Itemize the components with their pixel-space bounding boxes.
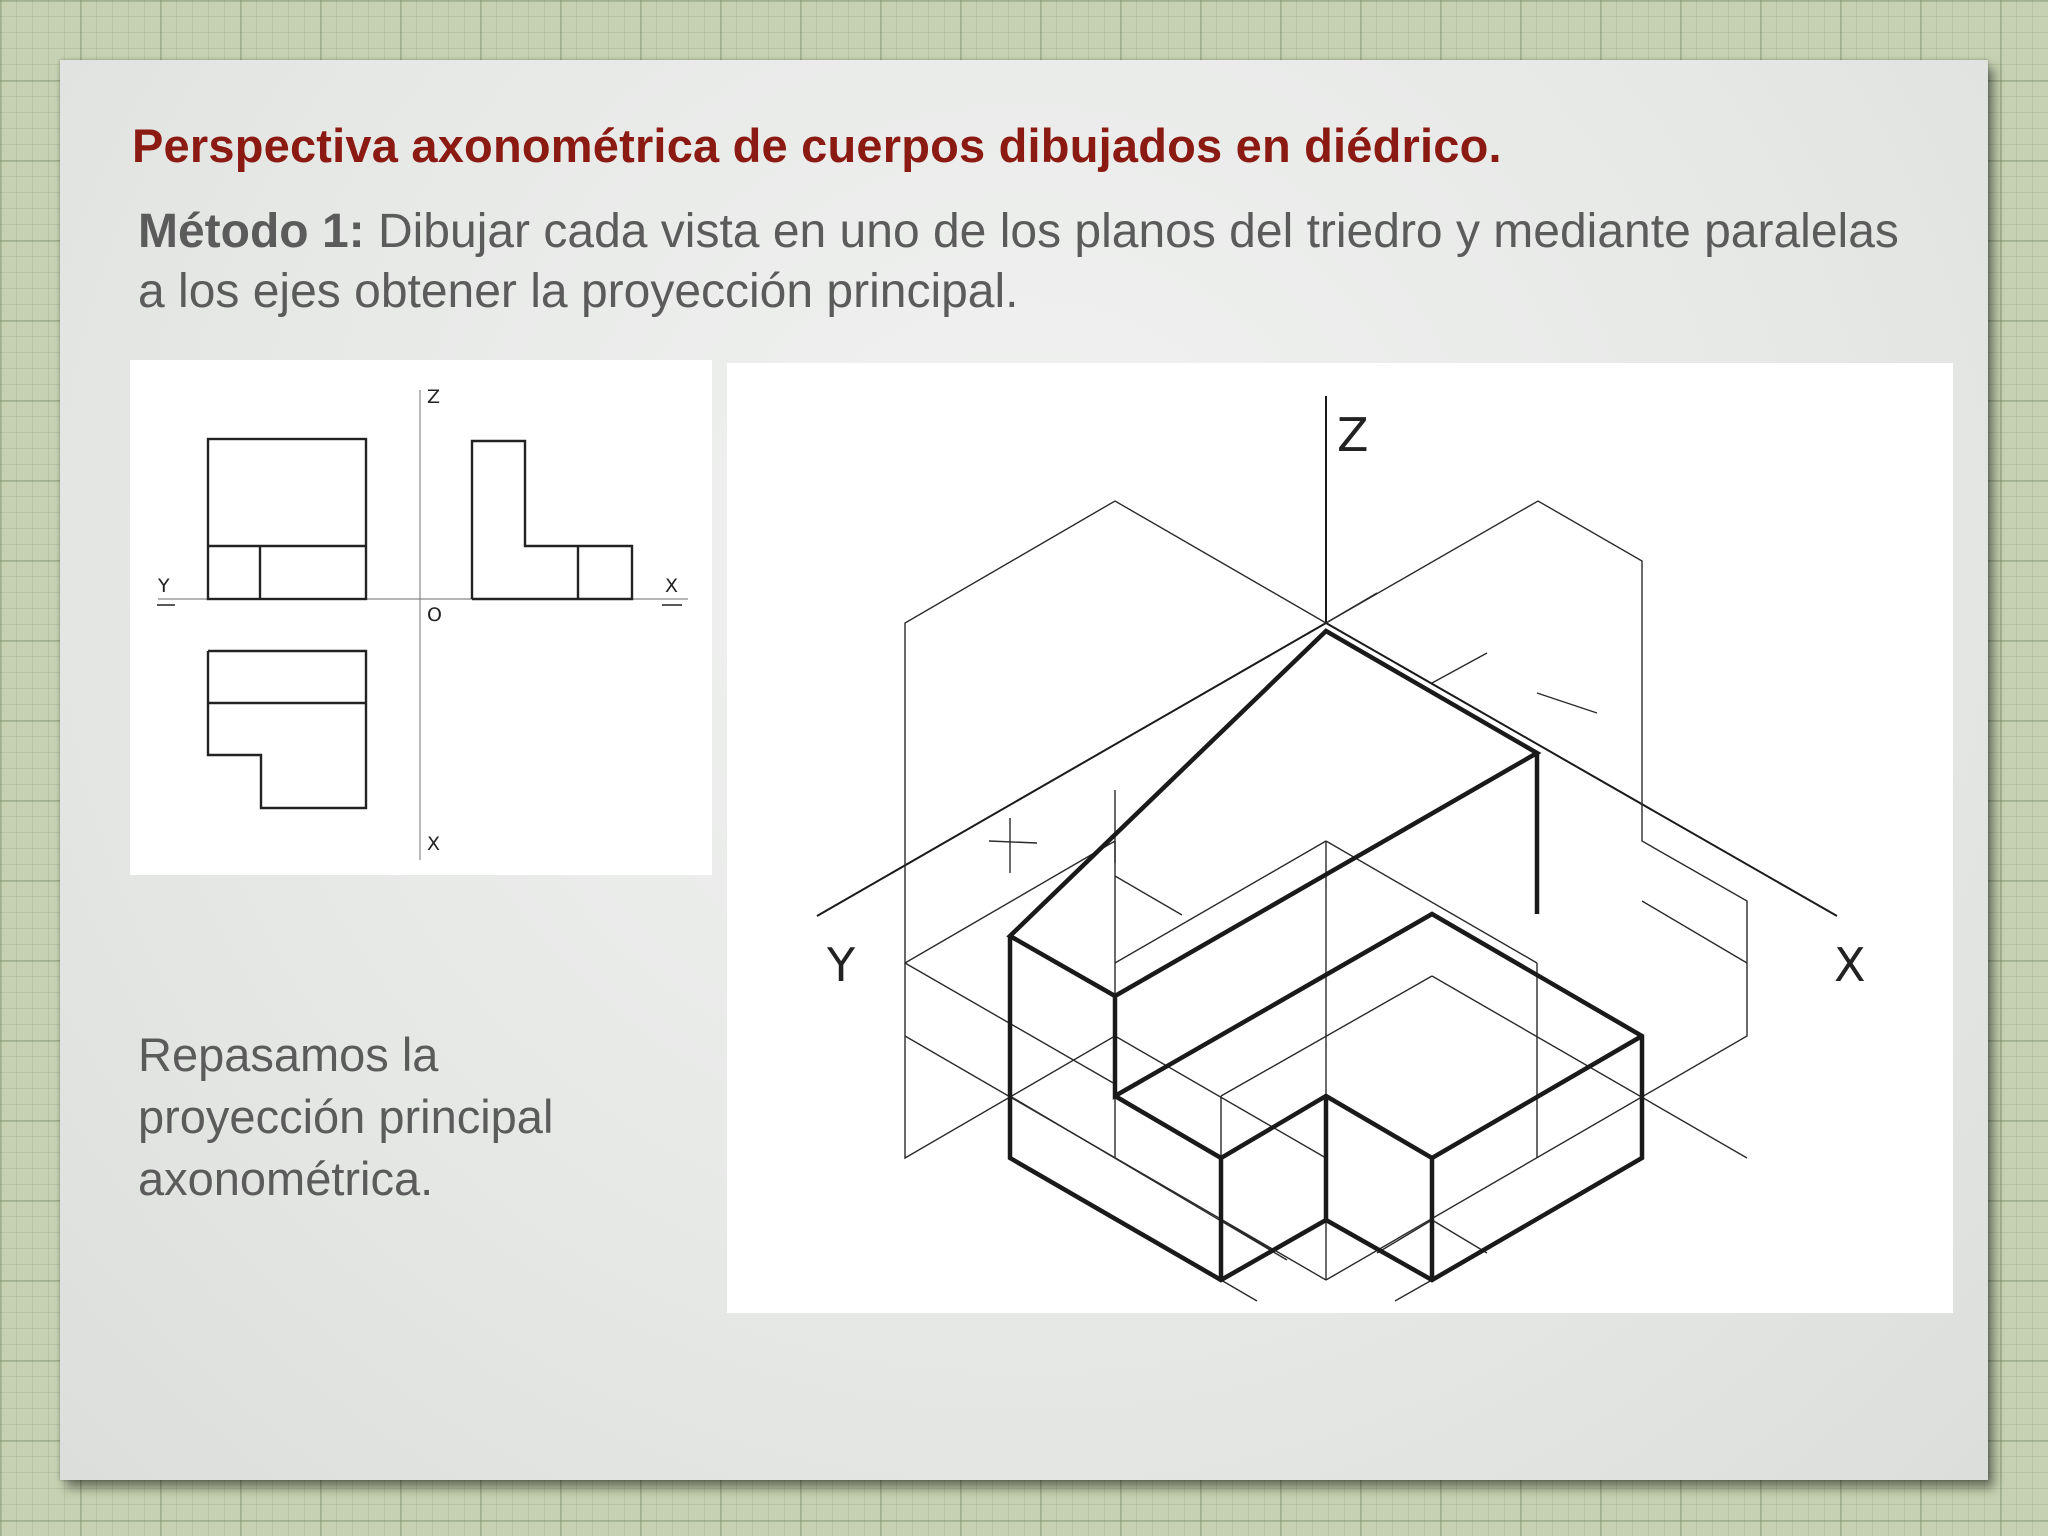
diedrico-label-x: X [665, 575, 679, 597]
diedrico-label-z: Z [427, 386, 441, 408]
caption-text: Repasamos la proyección principal axonométrica. [138, 1028, 554, 1205]
top-view-outline [208, 651, 366, 808]
diedrico-label-origin: O [427, 604, 442, 626]
front-view-outline [208, 439, 366, 599]
method-label: Método 1: [138, 205, 365, 258]
axonometric-label-z: Z [1337, 408, 1369, 462]
method-text: Dibujar cada vista en uno de los planos del triedro y mediante paralelas a los ejes obtener la proyección principal. [138, 205, 1899, 318]
slide-title: Perspectiva axonométrica de cuerpos dibujados en diédrico. [132, 119, 1502, 172]
x-axis [1326, 623, 1837, 916]
axonometric-panel [727, 363, 1953, 1313]
slide [60, 60, 1988, 1480]
diedrico-views-drawing [130, 360, 712, 875]
top-face [1010, 631, 1537, 996]
diedrico-label-x-bottom: X [427, 833, 441, 855]
axonometric-label-x: X [1834, 938, 1866, 992]
step-top [1115, 1036, 1642, 1158]
y-axis [817, 623, 1326, 916]
diedrico-label-y: Y [158, 575, 170, 597]
axonometric-drawing [727, 363, 1953, 1313]
method-description [138, 202, 1918, 322]
diedrico-views-panel [130, 360, 712, 875]
side-view-outline [472, 441, 632, 599]
axonometric-label-y: Y [827, 938, 856, 992]
